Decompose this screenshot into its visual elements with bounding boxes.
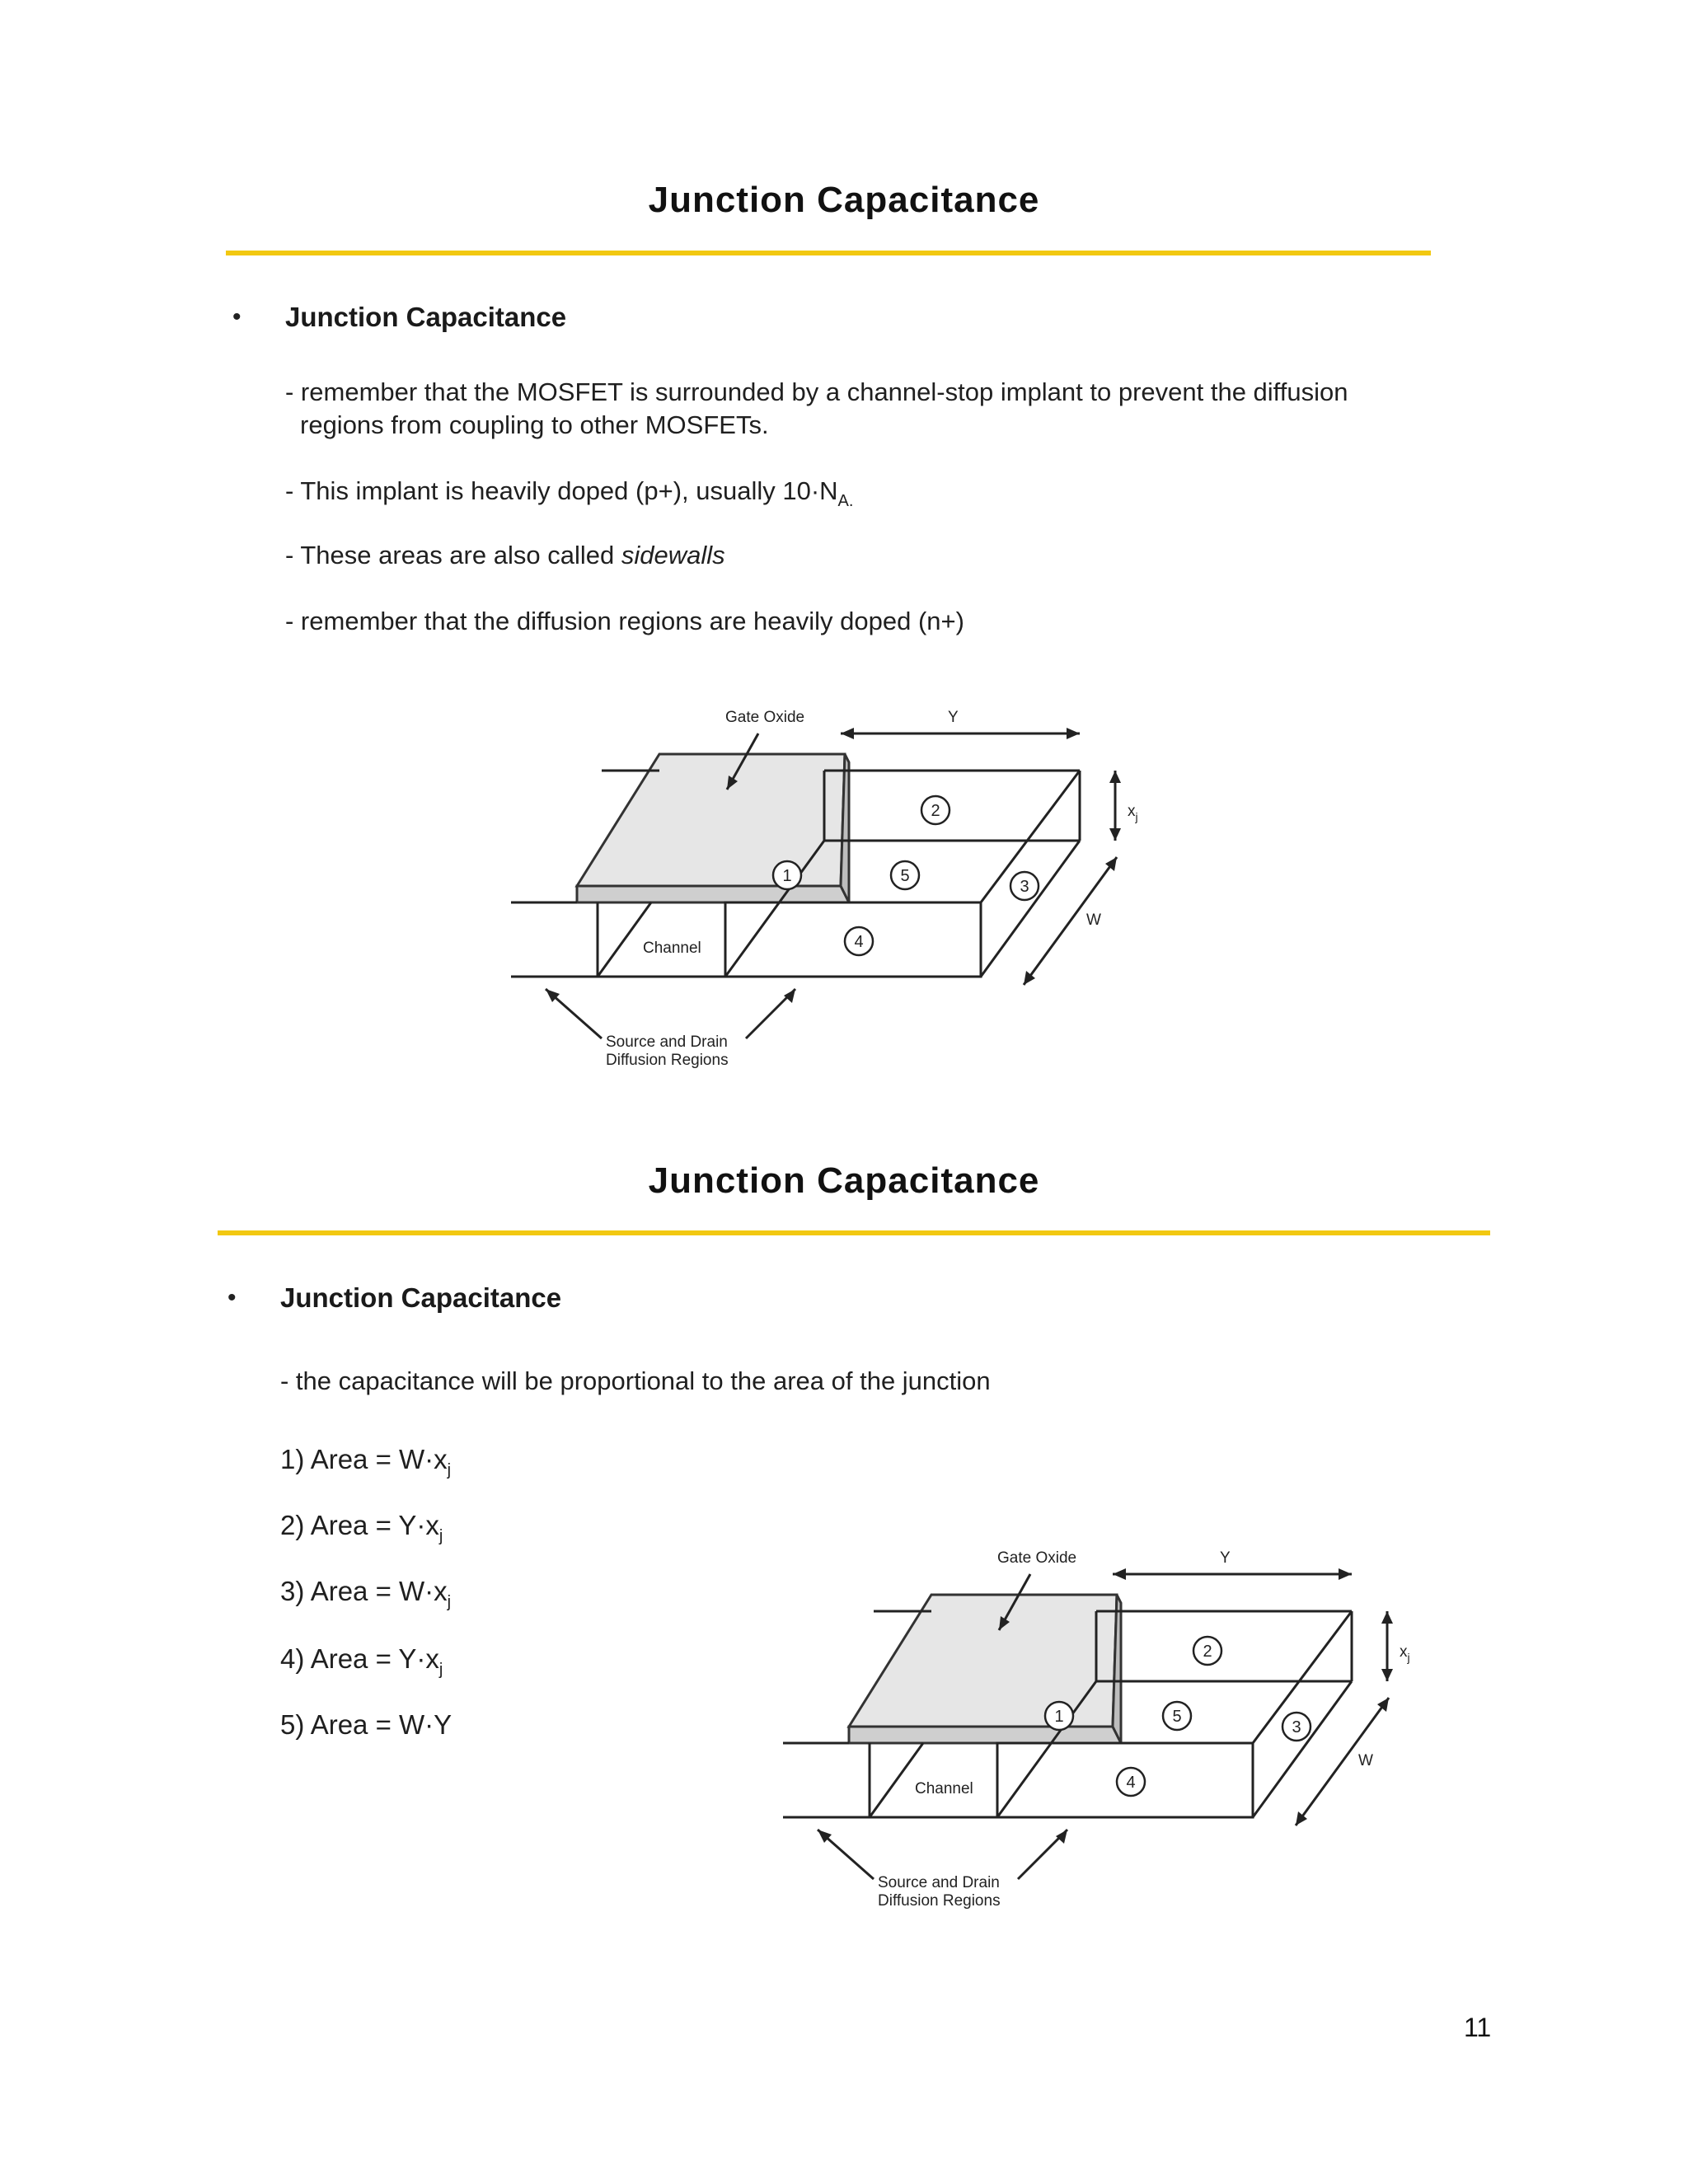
bullet-dot: •: [227, 1284, 237, 1311]
slide-1-line-4: - remember that the diffusion regions are heavily doped (n+): [285, 607, 964, 635]
slide-1-title-rule: [226, 251, 1431, 255]
slide-1-line-3: - These areas are also called sidewalls: [285, 541, 725, 569]
mosfet-junction-diagram-2: [783, 1541, 1459, 1912]
slide-2-intro: - the capacitance will be proportional to the area of the junction: [280, 1366, 991, 1395]
region-1-label: 1: [1054, 1708, 1064, 1726]
channel-label: Channel: [643, 940, 701, 957]
region-2-label: 2: [931, 802, 940, 820]
xj-dimension-label: $x_j$: [1128, 803, 1138, 823]
region-3-label: 3: [1020, 878, 1029, 896]
source-drain-label-2: Diffusion Regions: [878, 1892, 1001, 1910]
w-dimension-label: W: [1358, 1752, 1373, 1769]
w-dimension-label: W: [1086, 912, 1101, 929]
bullet-dot: •: [232, 303, 241, 330]
slide-2-bullet-heading: Junction Capacitance: [280, 1282, 562, 1313]
region-5-label: 5: [1172, 1708, 1182, 1726]
slide-2-title-rule: [218, 1230, 1490, 1235]
source-drain-label-1: Source and Drain: [606, 1033, 728, 1051]
region-5-label: 5: [900, 867, 910, 885]
slide-1-bullet-heading: Junction Capacitance: [285, 302, 567, 332]
xj-dimension-label: $x_j$: [1400, 1643, 1410, 1664]
region-2-label: 2: [1203, 1643, 1212, 1661]
slide-2-title: Junction Capacitance: [648, 1160, 1040, 1201]
area-formula-2: 2) Area = $Y\cdot x_j$: [280, 1510, 443, 1545]
area-formula-5: 5) Area = W·Y: [280, 1709, 452, 1740]
slide-2: [0, 1137, 1688, 2044]
area-formula-4: 4) Area = $Y\cdot x_j$: [280, 1643, 443, 1679]
region-4-label: 4: [1126, 1774, 1136, 1792]
region-3-label: 3: [1292, 1718, 1301, 1736]
gate-oxide-label: Gate Oxide: [725, 709, 805, 726]
region-4-label: 4: [854, 933, 864, 951]
area-formula-3: 3) Area = $W\cdot x_j$: [280, 1576, 452, 1611]
y-dimension-label: Y: [948, 709, 959, 726]
channel-label: Channel: [915, 1780, 973, 1797]
source-drain-label-2: Diffusion Regions: [606, 1052, 729, 1069]
slide-1-line-2: - This implant is heavily doped (p+), usually $10\cdot N_{A.}$: [285, 476, 854, 510]
gate-oxide-label: Gate Oxide: [997, 1549, 1077, 1567]
slide-1-line-1a: - remember that the MOSFET is surrounded by a channel-stop implant to prevent the diffusion: [285, 377, 1348, 406]
region-1-label: 1: [782, 867, 792, 885]
slide-1-line-1b: regions from coupling to other MOSFETs.: [300, 410, 769, 439]
page-number: 11: [1464, 2013, 1492, 2042]
mosfet-junction-diagram-1: [511, 701, 1187, 1071]
slide-1-title: Junction Capacitance: [648, 180, 1040, 220]
y-dimension-label: Y: [1220, 1549, 1231, 1567]
source-drain-label-1: Source and Drain: [878, 1874, 1000, 1891]
area-formula-1: 1) Area = $W\cdot x_j$: [280, 1444, 452, 1479]
